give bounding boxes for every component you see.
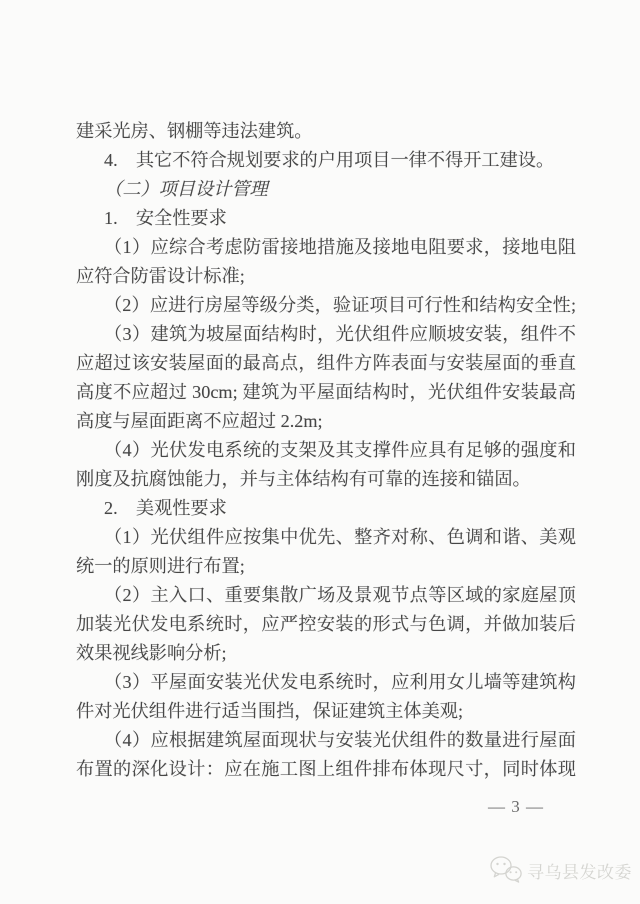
text-line: 高度不应超过 30cm; 建筑为平屋面结构时，光伏组件安装最高 bbox=[76, 382, 576, 402]
text-line: （4）光伏发电系统的支架及其支撑件应具有足够的强度和 bbox=[104, 440, 576, 460]
text-line: （3）建筑为坡屋面结构时，光伏组件应顺坡安装，组件不 bbox=[104, 324, 576, 344]
watermark bbox=[489, 854, 632, 886]
watermark-label: 寻乌县发改委 bbox=[527, 862, 632, 882]
text-line: 2. 美观性要求 bbox=[104, 498, 227, 518]
text-line: 应超过该安装屋面的最高点，组件方阵表面与安装屋面的垂直 bbox=[76, 353, 576, 373]
page-number: — 3 — bbox=[488, 797, 544, 816]
wechat-icon bbox=[489, 855, 523, 885]
text-line: 效果视线影响分析; bbox=[76, 643, 227, 663]
text-line: （4）应根据建筑屋面现状与安装光伏组件的数量进行屋面 bbox=[104, 730, 576, 750]
text-line: 应符合防雷设计标准; bbox=[76, 266, 245, 286]
document-text bbox=[76, 117, 576, 784]
section-heading-line: （二）项目设计管理 bbox=[104, 179, 268, 199]
text-line: 件对光伏组件进行适当围挡，保证建筑主体美观; bbox=[76, 701, 463, 721]
text-line: （2）主入口、重要集散广场及景观节点等区域的家庭屋顶 bbox=[104, 585, 576, 605]
text-line: 4. 其它不符合规划要求的户用项目一律不得开工建设。 bbox=[104, 150, 555, 170]
text-line: 高度与屋面距离不应超过 2.2m; bbox=[76, 411, 323, 431]
text-line: 加装光伏发电系统时，应严控安装的形式与色调，并做加装后 bbox=[76, 614, 576, 634]
text-line: （1）应综合考虑防雷接地措施及接地电阻要求，接地电阻 bbox=[104, 237, 576, 257]
text-line: 布置的深化设计：应在施工图上组件排布体现尺寸，同时体现 bbox=[76, 759, 576, 779]
text-line: 统一的原则进行布置; bbox=[76, 556, 245, 576]
text-line: （3）平屋面安装光伏发电系统时，应利用女儿墙等建筑构 bbox=[104, 672, 576, 692]
text-line: （1）光伏组件应按集中优先、整齐对称、色调和谐、美观 bbox=[104, 527, 576, 547]
text-line: 刚度及抗腐蚀能力，并与主体结构有可靠的连接和锚固。 bbox=[76, 469, 531, 489]
text-line: 建采光房、钢棚等违法建筑。 bbox=[76, 121, 313, 141]
text-line: 1. 安全性要求 bbox=[104, 208, 227, 228]
text-line: （2）应进行房屋等级分类，验证项目可行性和结构安全性; bbox=[104, 295, 576, 315]
